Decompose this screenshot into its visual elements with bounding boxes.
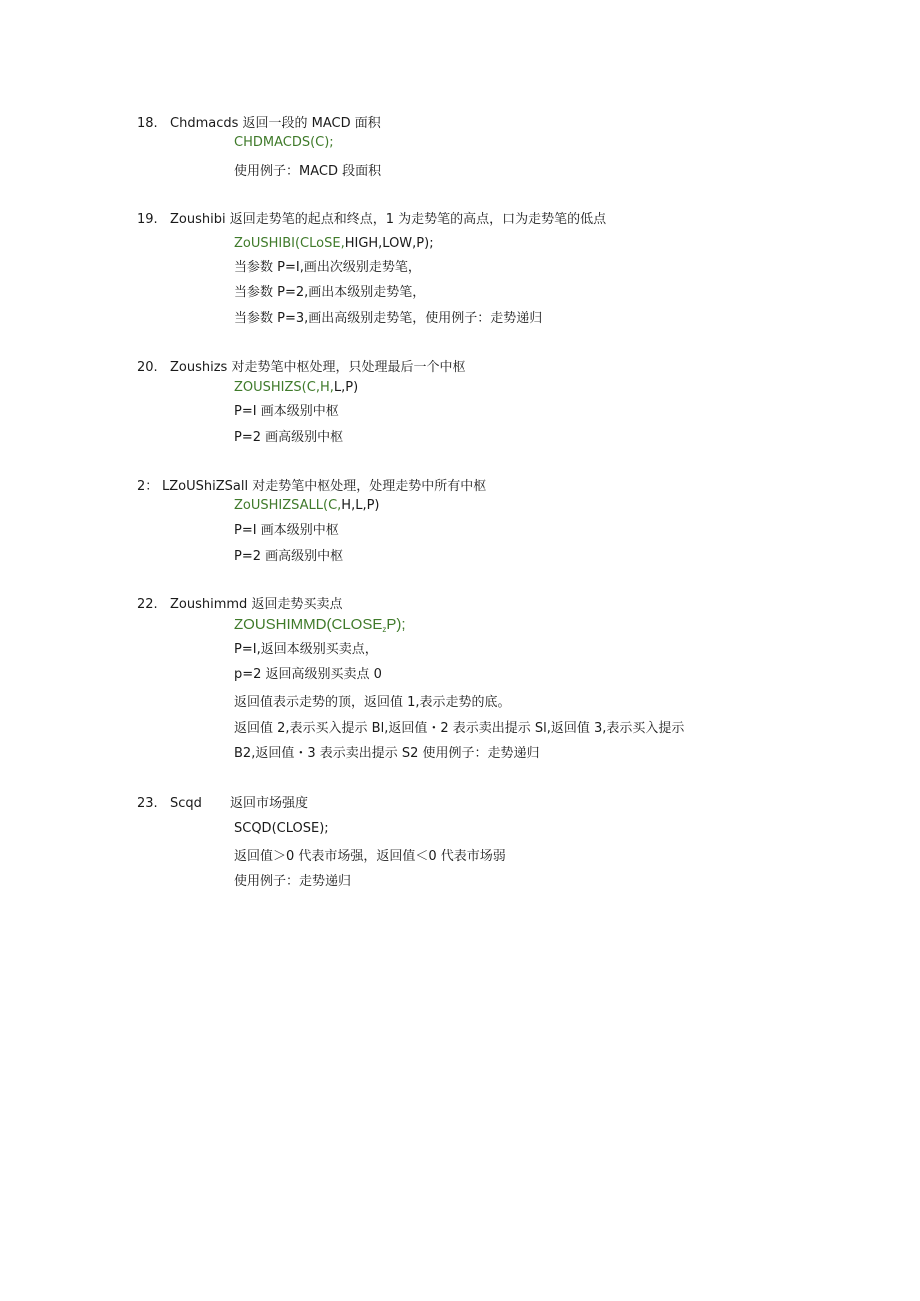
item-23-note-2: 使用例子：走势递归 [234, 874, 352, 889]
item-18-note-1: 使用例子：MACD 段面积 [234, 164, 382, 179]
function-desc: 对走势笔中枢处理，处理走势中所有中枢 [252, 479, 487, 494]
item-19-note-3: 当参数 P=3,画出高级别走势笔，使用例子：走势递归 [234, 311, 543, 326]
function-desc: 返回一段的 MACD 面积 [242, 116, 381, 131]
item-22-note-4: 返回值 2,表示买入提示 Bl,返回值・2 表示卖出提示 Sl,返回值 3,表示买入提示 [234, 721, 685, 736]
item-22-note-1: P=I,返回本级别买卖点， [234, 642, 378, 657]
function-name: Zoushimmd [170, 597, 248, 612]
item-20-note-1: P=I 画本级别中枢 [234, 404, 339, 419]
item-20-code: ZOUSHIZS(C,H,L,P) [234, 380, 359, 395]
item-22-note-2: p=2 返回高级别买卖点 0 [234, 667, 382, 682]
function-name: Chdmacds [170, 116, 239, 131]
item-23-note-1: 返回值＞0 代表市场强，返回值＜0 代表市场弱 [234, 849, 506, 864]
item-number: 19. [137, 212, 158, 227]
item-number: 2： [137, 479, 159, 494]
item-22-code: $ZOUSHIMMD(CLOSE_zP)$; [234, 616, 406, 634]
item-18-code: CHDMACDS(C); [234, 135, 334, 150]
item-number: 18. [137, 116, 158, 131]
item-21-heading [137, 478, 486, 496]
function-desc: 返回走势笔的起点和终点，1 为走势笔的高点，口为走势笔的低点 [229, 212, 607, 227]
item-21-code: ZoUSHIZSALL(C,H,L,P) [234, 498, 380, 513]
item-number: 22. [137, 597, 158, 612]
item-19-note-2: 当参数 P=2,画出本级别走势笔， [234, 285, 426, 300]
item-23-heading [137, 795, 308, 813]
item-22-note-3: 返回值表示走势的顶，返回值 1,表示走势的底。 [234, 695, 511, 710]
item-21-note-2: P=2 画高级别中枢 [234, 549, 344, 564]
function-desc: 对走势笔中枢处理，只处理最后一个中枢 [231, 360, 466, 375]
item-18-heading [137, 115, 381, 133]
item-23-code: SCQD(CLOSE); [234, 821, 329, 836]
item-21-note-1: P=I 画本级别中枢 [234, 523, 339, 538]
function-name: Zoushibi [170, 212, 226, 227]
function-name: Zoushizs [170, 360, 228, 375]
function-desc: 返回市场强度 [230, 796, 309, 811]
item-number: 23. [137, 796, 158, 811]
function-name: Scqd [170, 796, 202, 811]
item-22-heading [137, 596, 342, 614]
function-name: LZoUShiZSall [162, 479, 249, 494]
item-19-heading [137, 211, 606, 229]
item-number: 20. [137, 360, 158, 375]
item-19-note-1: 当参数 P=I,画出次级别走势笔， [234, 260, 421, 275]
item-19-code: ZoUSHIBI(CLoSE,HIGH,LOW,P); [234, 236, 434, 251]
item-22-note-5: B2,返回值・3 表示卖出提示 S2 使用例子：走势递归 [234, 746, 540, 761]
function-desc: 返回走势买卖点 [251, 597, 343, 612]
item-20-note-2: P=2 画高级别中枢 [234, 430, 344, 445]
item-20-heading [137, 359, 465, 377]
